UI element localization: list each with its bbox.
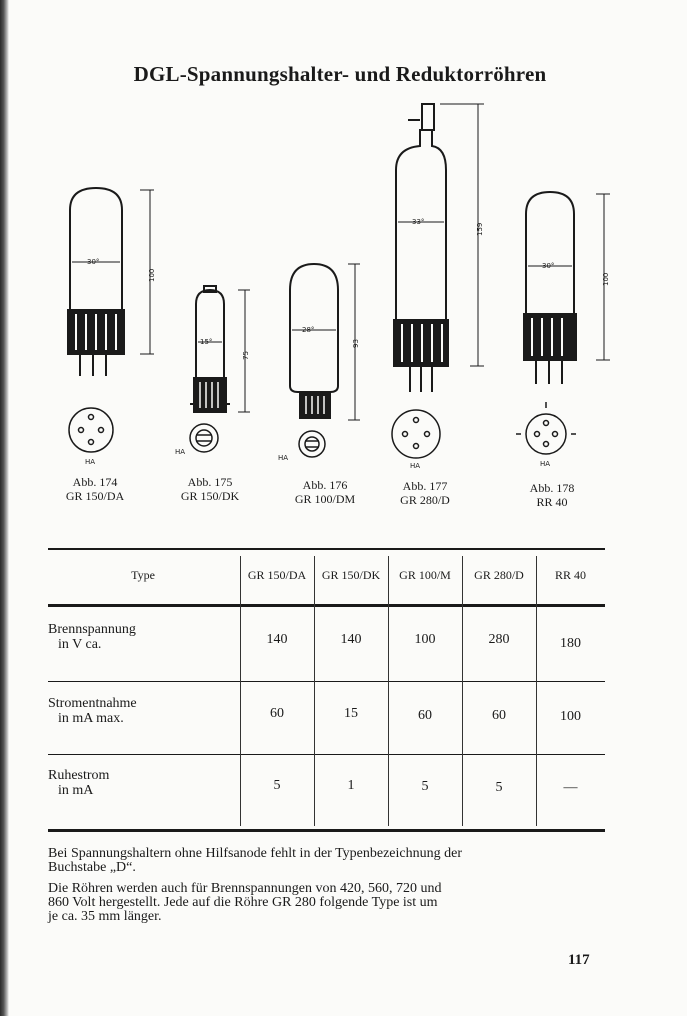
row-label-stromentnahme [48, 696, 137, 726]
page-title: DGL-Spannungshalter- und Reduktorröhren [133, 62, 547, 86]
tube-175-drawing [190, 286, 250, 412]
note-line: Die Röhren werden auch für Brennspannungen von 420, 560, 720 und [48, 881, 442, 896]
caption-177-type: GR 280/D [400, 493, 450, 507]
table-cell: 1 [347, 778, 355, 793]
table-cell: 15 [344, 706, 358, 721]
base-177-diagram [392, 410, 440, 458]
table-header-col: GR 150/DA [247, 568, 307, 582]
table-cell: — [563, 780, 578, 795]
tube-177-base-label: HA [410, 462, 421, 470]
caption-174-type: GR 150/DA [65, 489, 125, 503]
note-paragraph-1 [48, 847, 604, 875]
note-line: Buchstabe „D“. [48, 860, 136, 875]
page-number: 117 [568, 952, 590, 968]
caption-175-fig: Abb. 175 [187, 475, 233, 489]
tube-178-base-label: HA [540, 460, 551, 468]
tube-175-diameter-label: 15° [200, 338, 213, 346]
table-cell: 180 [560, 636, 581, 651]
note-paragraph-2 [48, 882, 604, 924]
tube-diagrams [0, 90, 687, 510]
base-174-diagram [69, 408, 113, 452]
tube-177-diameter-label: 33° [412, 218, 425, 226]
row-label-ruhestrom [48, 768, 109, 798]
row-label-line1: Brennspannung [48, 622, 136, 637]
caption-177 [385, 479, 465, 507]
tube-175-base-label: HA [175, 448, 186, 456]
table-header-col: GR 100/M [399, 568, 451, 582]
tube-174-base-label: HA [85, 458, 96, 466]
caption-178 [512, 481, 592, 509]
row-label-line2: in mA [58, 783, 94, 798]
note-line: 860 Volt hergestellt. Jede auf die Röhre GR 280 folgende Type ist um [48, 895, 438, 910]
table-cell: 60 [270, 706, 284, 721]
table-cell: 5 [273, 778, 281, 793]
table-cell: 100 [414, 632, 436, 647]
table-cell: 140 [340, 632, 362, 647]
caption-176-type: GR 100/DM [294, 492, 356, 506]
caption-174-fig: Abb. 174 [72, 475, 118, 489]
tube-176-base-label: HA [278, 454, 289, 462]
tube-176-drawing [290, 264, 360, 420]
tube-175-height-label: 75 [242, 351, 250, 360]
tube-174-drawing [68, 188, 154, 376]
table-header-rule [48, 604, 605, 607]
table-header-col: RR 40 [554, 568, 586, 582]
note-line: Bei Spannungshaltern ohne Hilfsanode fehlt in der Typenbezeichnung der [48, 846, 462, 861]
base-178-diagram [516, 402, 576, 454]
caption-175 [170, 475, 250, 503]
table-cell: 280 [488, 632, 510, 647]
caption-176-fig: Abb. 176 [302, 478, 348, 492]
table-row-rule-1 [48, 681, 605, 682]
data-table [48, 548, 605, 832]
table-cell: 60 [418, 708, 432, 723]
caption-178-type: RR 40 [536, 495, 568, 509]
tube-174-height-label: 100 [148, 268, 156, 282]
caption-174 [55, 475, 135, 503]
note-line: je ca. 35 mm länger. [48, 909, 162, 924]
row-label-brennspannung [48, 622, 136, 652]
table-header-col: GR 280/D [474, 568, 524, 582]
base-176-diagram [299, 431, 325, 457]
tube-177-drawing [394, 104, 484, 392]
table-cell: 5 [421, 779, 429, 794]
table-bottom-rule [48, 829, 605, 832]
table-header-type: Type [131, 568, 155, 582]
caption-178-fig: Abb. 178 [529, 481, 575, 495]
row-label-line2: in mA max. [58, 711, 124, 726]
caption-177-fig: Abb. 177 [402, 479, 448, 493]
tube-174-diameter-label: 30° [87, 258, 100, 266]
table-row-rule-2 [48, 754, 605, 755]
table-cell: 60 [492, 708, 506, 723]
row-label-line1: Ruhestrom [48, 768, 110, 783]
tube-178-drawing [524, 192, 610, 384]
caption-175-type: GR 150/DK [180, 489, 240, 503]
table-top-rule [48, 548, 605, 550]
caption-176 [280, 478, 370, 506]
tube-176-diameter-label: 28° [302, 326, 315, 334]
table-cell: 100 [560, 709, 581, 724]
base-175-diagram [190, 424, 218, 452]
tube-177-height-label: 159 [476, 222, 484, 236]
tube-178-height-label: 100 [602, 272, 610, 286]
table-cell: 140 [266, 632, 288, 647]
table-cell: 5 [495, 780, 503, 795]
tube-178-diameter-label: 30° [542, 262, 555, 270]
row-label-line2: in V ca. [58, 637, 102, 652]
row-label-line1: Stromentnahme [48, 696, 137, 711]
tube-176-height-label: 93 [352, 339, 360, 348]
table-header-col: GR 150/DK [321, 568, 381, 582]
